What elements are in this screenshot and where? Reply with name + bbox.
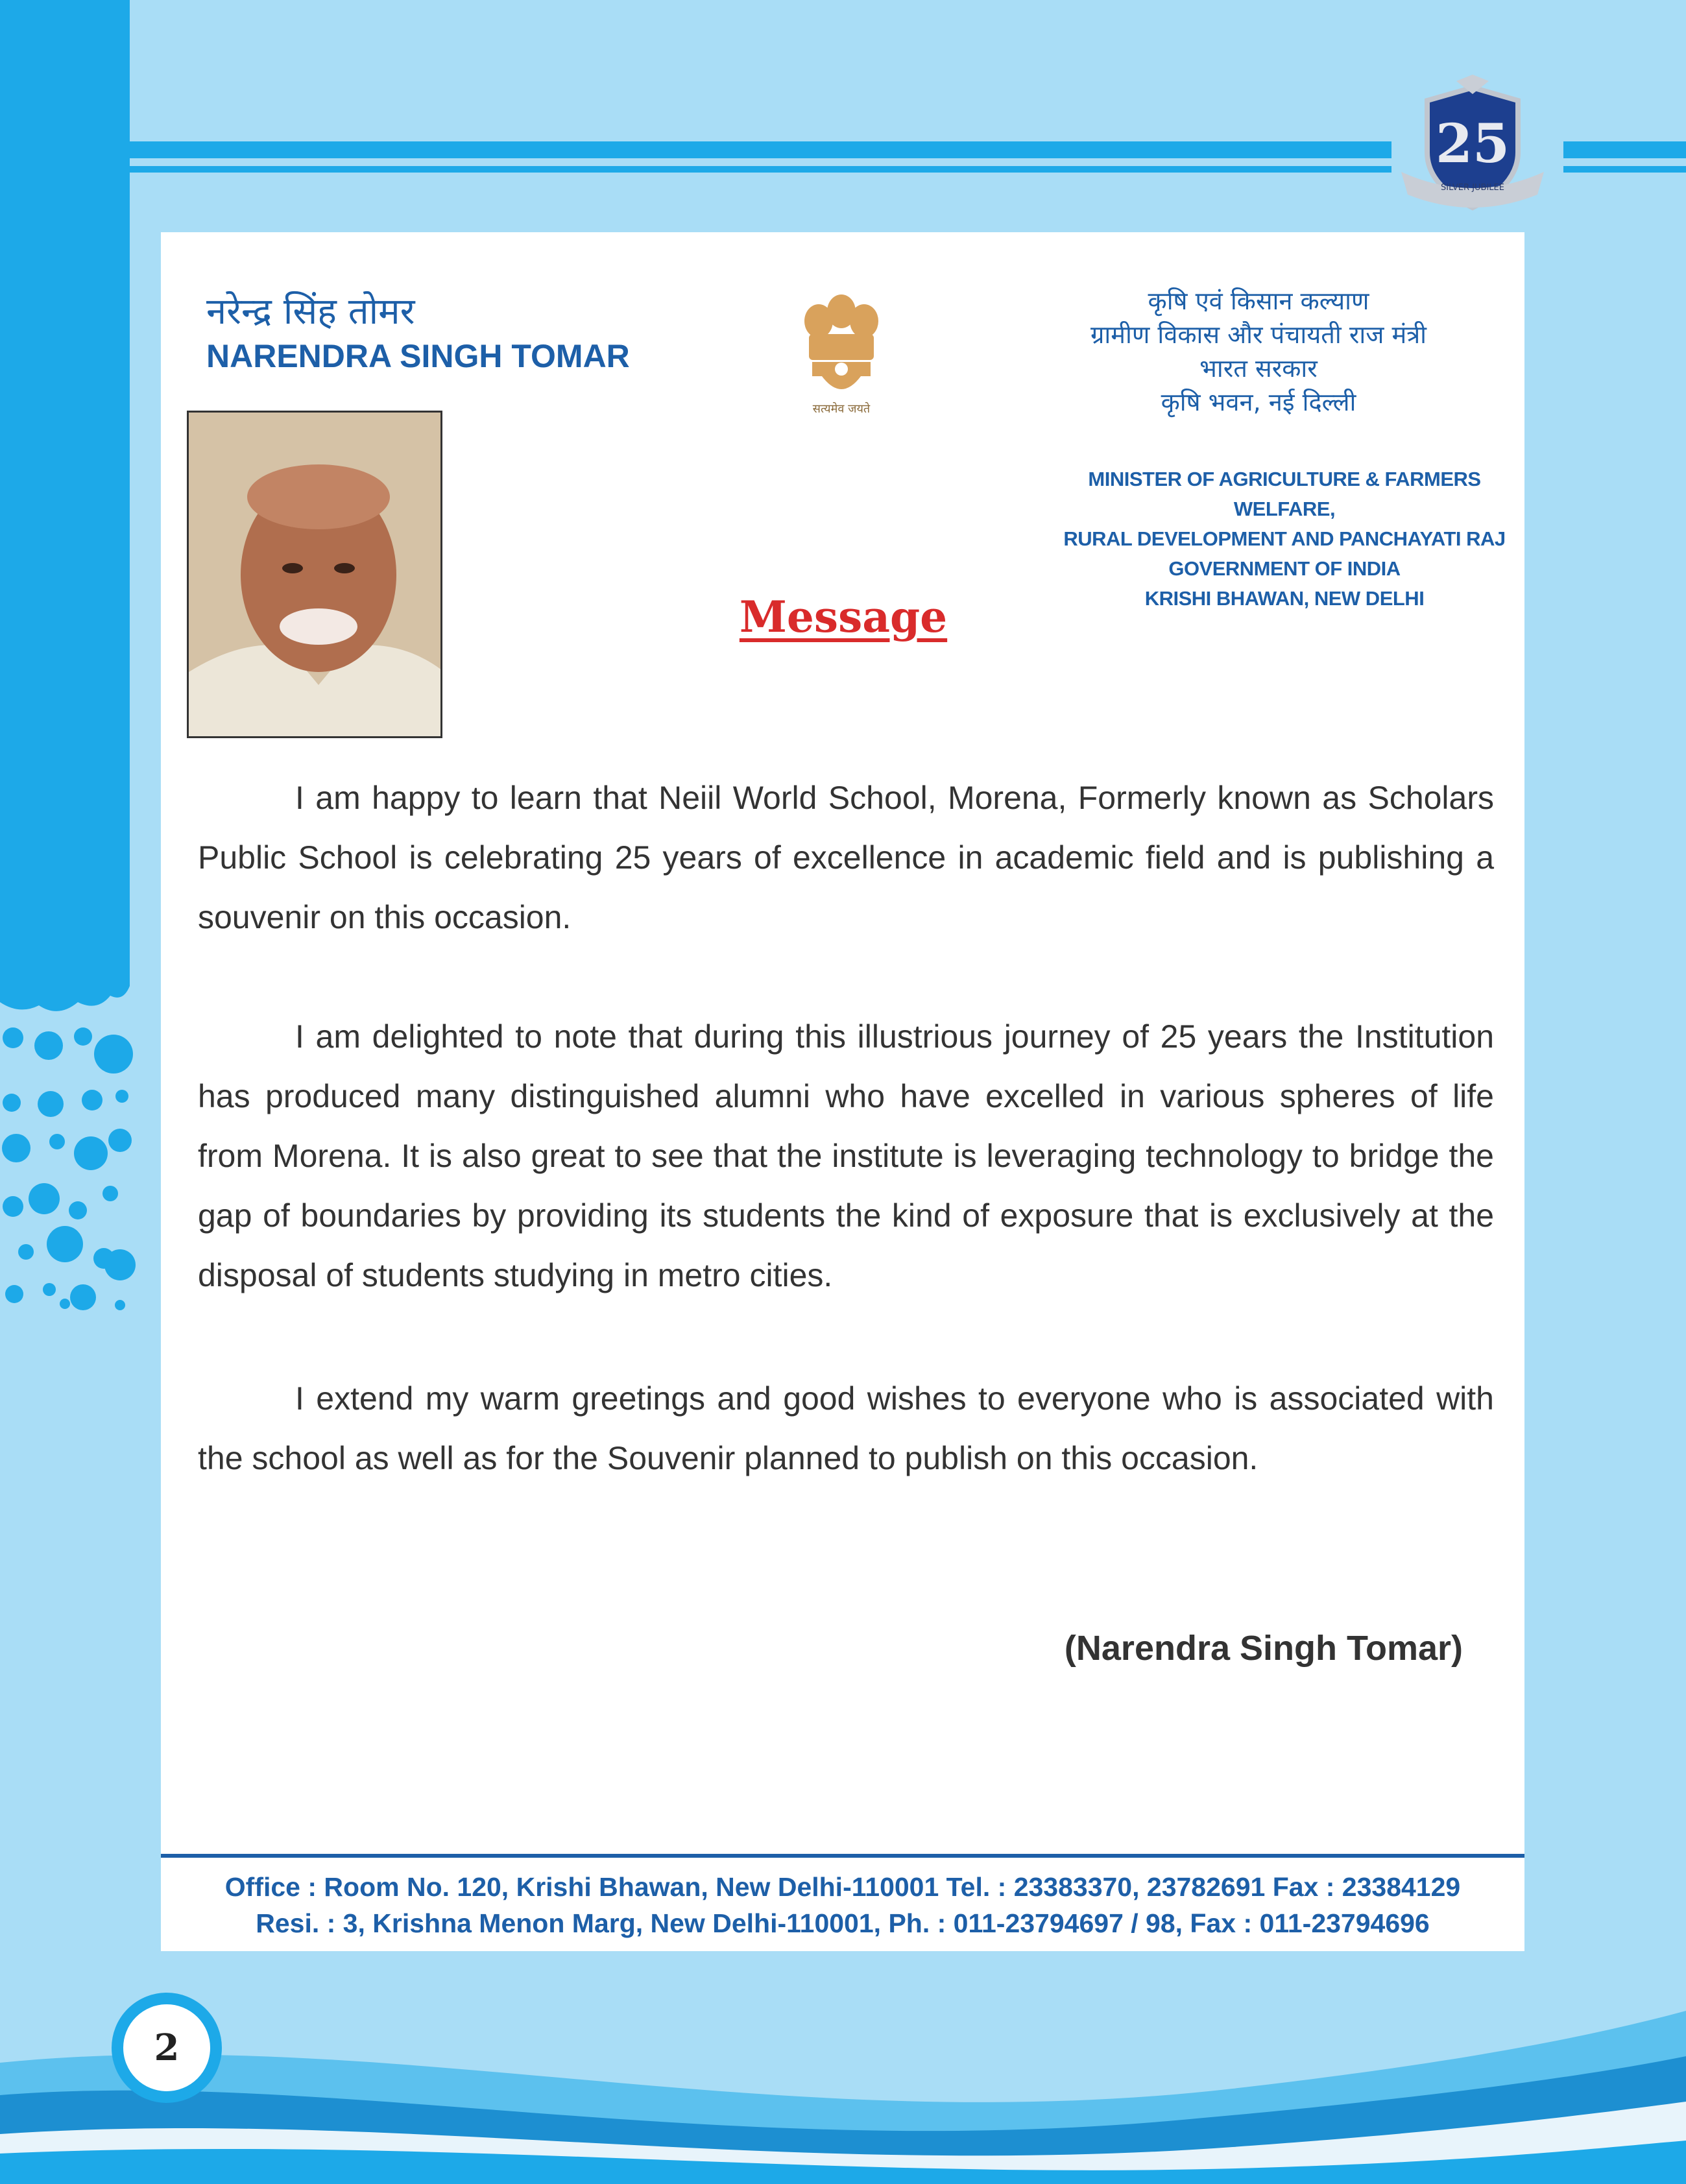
designation-english xyxy=(1038,464,1531,614)
footer-residence-address: Resi. : 3, Krishna Menon Marg, New Delhi-110001, Ph. : 011-23794697 / 98, Fax : 011-23794696 xyxy=(256,1908,1430,1938)
designation-hindi-line: ग्रामीण विकास और पंचायती राज मंत्री xyxy=(1090,320,1427,349)
designation-hindi-line: कृषि भवन, नई दिल्ली xyxy=(1161,388,1356,416)
emblem-motto: सत्यमेव जयते xyxy=(812,402,871,416)
footer-office-address: Office : Room No. 120, Krishi Bhawan, New Delhi-110001 Tel. : 23383370, 23782691 Fax : 23384129 xyxy=(224,1872,1461,1902)
designation-hindi xyxy=(1012,284,1505,419)
page-number: 2 xyxy=(112,1993,222,2103)
message-paragraph: I am happy to learn that Neiil World School, Morena, Formerly known as Scholars Public School is celebrating 25 years of excellence in academic field and is publishing a souvenir on this occasion. xyxy=(198,780,1494,935)
name-english: NARENDRA SINGH TOMAR xyxy=(206,338,630,374)
message-title: Message xyxy=(739,592,948,642)
designation-english-line: KRISHI BHAWAN, NEW DELHI xyxy=(1144,587,1425,610)
minister-photo xyxy=(187,411,442,738)
footer-divider xyxy=(161,1854,1524,1858)
designation-english-line: MINISTER OF AGRICULTURE & FARMERS WELFARE, xyxy=(1088,468,1481,520)
signature: (Narendra Singh Tomar) xyxy=(1064,1629,1463,1668)
badge-caption: SILVER JUBILEE xyxy=(1441,183,1504,193)
name-hindi: नरेन्द्र सिंह तोमर xyxy=(206,291,415,333)
designation-english-line: GOVERNMENT OF INDIA xyxy=(1168,557,1401,580)
message-paragraph: I am delighted to note that during this illustrious journey of 25 years the Institution has produced many distinguished alumni who have excelled in various spheres of life from Morena. It is also great to see that the institute is leveraging technology to bridge the gap of boundaries by providing its students the kind of exposure that is exclusively at the disposal of students studying in metro cities. xyxy=(198,1018,1494,1293)
designation-english-line: RURAL DEVELOPMENT AND PANCHAYATI RAJ xyxy=(1063,527,1506,550)
message-paragraph: I extend my warm greetings and good wishes to everyone who is associated with the school as well as for the Souvenir planned to publish on this occasion. xyxy=(198,1380,1494,1476)
national-emblem xyxy=(799,285,884,422)
silver-jubilee-badge xyxy=(1395,75,1550,224)
badge-number: 25 xyxy=(1435,113,1510,175)
designation-hindi-line: भारत सरकार xyxy=(1199,354,1318,383)
designation-hindi-line: कृषि एवं किसान कल्याण xyxy=(1148,287,1369,315)
